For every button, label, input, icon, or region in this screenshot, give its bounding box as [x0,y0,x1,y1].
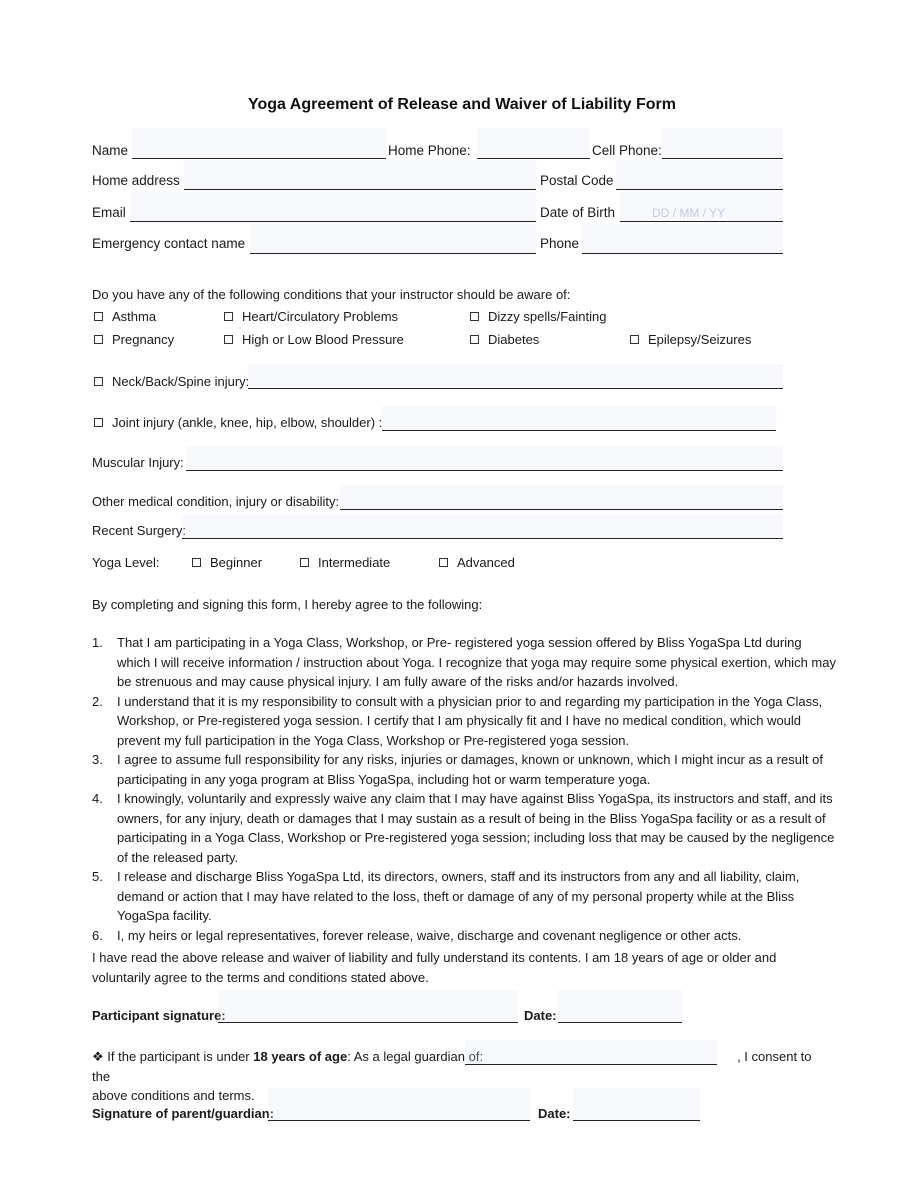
heart-checkbox[interactable] [224,312,233,321]
agreement-list [92,633,837,945]
postal-code-label: Postal Code [540,173,614,188]
home-phone-label: Home Phone: [388,143,471,158]
parent-signature-field[interactable] [268,1088,530,1121]
beginner-checkbox[interactable] [192,558,201,567]
pregnancy-checkbox[interactable] [94,335,103,344]
dob-placeholder: DD / MM / YY [652,206,726,220]
name-label: Name [92,143,129,158]
dizzy-label: Dizzy spells/Fainting [488,309,607,324]
diabetes-label: Diabetes [488,332,540,347]
advanced-label: Advanced [457,555,515,570]
dob-label: Date of Birth [540,205,616,220]
neck-label: Neck/Back/Spine injury: [112,374,250,389]
agreement-item: 2. I understand that it is my responsibility to consult with a physician prior to and regarding my participation in the Yoga Class, Workshop, or Pre-registered yoga session. I certify that I am physically fit and I have no medical condition, which would prevent my full participation in the Yoga Class, Workshop or Pre-registered yoga session. [92,693,823,748]
neck-field[interactable] [248,364,783,389]
home-address-field[interactable] [184,160,536,190]
advanced-checkbox[interactable] [439,558,448,567]
dizzy-checkbox[interactable] [470,312,479,321]
participant-date-label: Date: [524,1008,557,1023]
muscular-field[interactable] [186,446,783,471]
participant-date-field[interactable] [558,990,682,1023]
blood-pressure-label: High or Low Blood Pressure [242,332,404,347]
guardian-of-field[interactable] [465,1040,717,1065]
agreement-item: 4. I knowingly, voluntarily and expressly waive any claim that I may have against Bliss YogaSpa, its instructors and staff, and its owners, for any injury, death or damages that I may sustain as a result of being in the Bliss YogaSpa facility or as a result of participating in a Yoga Class, Workshop or Pre-registered yoga session; including loss that may be caused by the negligence of the released party. [92,791,835,865]
intermediate-label: Intermediate [318,555,391,570]
epilepsy-checkbox[interactable] [630,335,639,344]
cell-phone-field[interactable] [662,128,783,159]
parent-date-label: Date: [538,1106,571,1121]
agreement-intro: By completing and signing this form, I hereby agree to the following: [92,597,483,612]
surgery-label: Recent Surgery: [92,523,186,538]
home-phone-field[interactable] [477,128,590,159]
pregnancy-label: Pregnancy [112,332,175,347]
neck-checkbox[interactable] [94,377,103,386]
agreement-item: 3. I agree to assume full responsibility for any risks, injuries or damages, known or unknown, which I might incur as a result of participating in any yoga program at Bliss YogaSpa, including hot or warm temperature yoga. [92,752,823,787]
postal-code-field[interactable] [616,160,783,190]
phone-label: Phone [540,236,580,251]
name-field[interactable] [132,128,386,159]
guardian-consent-text: ❖ If the participant is under 18 years of age: As a legal guardian of: , I consent to the above conditions and terms. [92,1049,812,1103]
other-condition-label: Other medical condition, injury or disability: [92,494,340,509]
participant-signature-field[interactable] [218,990,518,1023]
participant-signature-label: Participant signature: [92,1008,226,1023]
home-address-label: Home address [92,173,180,188]
diabetes-checkbox[interactable] [470,335,479,344]
other-condition-field[interactable] [340,485,783,510]
agreement-item: 6. I, my heirs or legal representatives, forever release, waive, discharge and covenant negligence or other acts. [92,927,742,943]
asthma-label: Asthma [112,309,157,324]
muscular-label: Muscular Injury: [92,455,184,470]
emergency-contact-label: Emergency contact name [92,236,246,251]
acknowledgement-text: I have read the above release and waiver of liability and fully understand its contents. I am 18 years of age or older and voluntarily agree to the terms and conditions stated above. [92,950,777,985]
emergency-contact-field[interactable] [250,224,536,254]
parent-date-field[interactable] [573,1088,700,1121]
form-title: Yoga Agreement of Release and Waiver of Liability Form [248,96,676,113]
yoga-level-label: Yoga Level: [92,555,160,570]
emergency-phone-field[interactable] [582,224,783,254]
joint-checkbox[interactable] [94,418,103,427]
beginner-label: Beginner [210,555,263,570]
joint-label: Joint injury (ankle, knee, hip, elbow, shoulder) : [112,415,383,430]
cell-phone-label: Cell Phone: [592,143,662,158]
agreement-item: 5. I release and discharge Bliss YogaSpa Ltd, its directors, owners, staff and its instructors from any and all liability, claim, demand or action that I may have related to the loss, theft or damage of any of my personal property while at the Bliss YogaSpa facility. [92,869,800,923]
parent-signature-label: Signature of parent/guardian: [92,1106,275,1121]
email-field[interactable] [130,192,536,222]
agreement-item: 1. That I am participating in a Yoga Class, Workshop, or Pre- registered yoga session offered by Bliss YogaSpa Ltd during which I will receive information / instruction about Yoga. I recognize that yoga may require some physical exertion, which may be strenuous and may cause physical injury. I am fully aware of the risks and/or hazards involved. [92,635,836,689]
intermediate-checkbox[interactable] [300,558,309,567]
epilepsy-label: Epilepsy/Seizures [648,332,752,347]
joint-field[interactable] [382,406,776,431]
asthma-checkbox[interactable] [94,312,103,321]
heart-label: Heart/Circulatory Problems [242,309,399,324]
conditions-question: Do you have any of the following conditions that your instructor should be aware of: [92,287,571,302]
email-label: Email [92,205,126,220]
surgery-field[interactable] [182,514,783,539]
blood-pressure-checkbox[interactable] [224,335,233,344]
